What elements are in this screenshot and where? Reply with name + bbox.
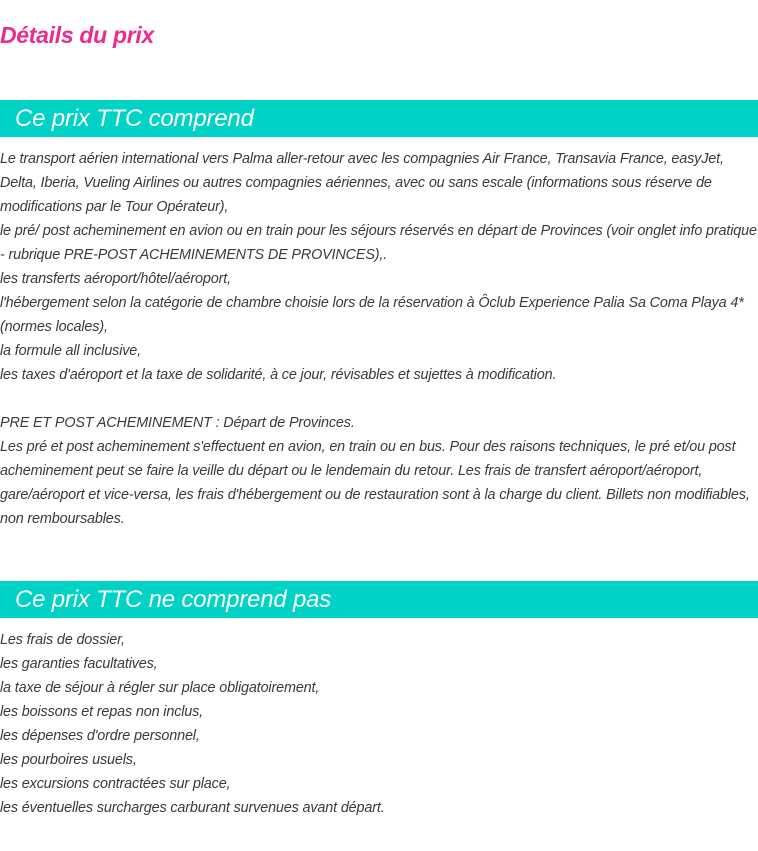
page-title: Détails du prix — [0, 22, 154, 48]
included-list — [0, 147, 758, 531]
excluded-item: les éventuelles surcharges carburant survenues avant départ. — [0, 800, 385, 816]
excluded-item: les pourboires usuels, — [0, 752, 137, 768]
excluded-item: Les frais de dossier, — [0, 632, 125, 648]
included-item: l'hébergement selon la catégorie de chambre choisie lors de la réservation à Ôclub Experience Palia Sa Coma Playa 4* (normes locales), — [0, 295, 744, 335]
transfer-text: Les pré et post acheminement s'effectuent en avion, en train ou en bus. Pour des raisons techniques, le pré et/ou post acheminement peut se faire la veille du départ ou le lendemain du retour. Les frais de transfert aéroport/aéroport, gare/aéroport et vice-versa, les frais d'hébergement ou de restauration sont à la charge du client. Billets non modifiables, non remboursables. — [0, 439, 750, 527]
included-item: le pré/ post acheminement en avion ou en train pour les séjours réservés en départ de Provinces (voir onglet info pratique - rubrique PRE-POST ACHEMINEMENTS DE PROVINCES),. — [0, 223, 757, 263]
excluded-item: les dépenses d'ordre personnel, — [0, 728, 200, 744]
included-item: la formule all inclusive, — [0, 343, 142, 359]
included-item: les taxes d'aéroport et la taxe de solidarité, à ce jour, révisables et sujettes à modification. — [0, 367, 557, 383]
excluded-item: les garanties facultatives, — [0, 656, 158, 672]
included-item: les transferts aéroport/hôtel/aéroport, — [0, 271, 231, 287]
transfer-title: PRE ET POST ACHEMINEMENT : Départ de Provinces. — [0, 415, 355, 431]
excluded-heading: Ce prix TTC ne comprend pas — [0, 581, 758, 618]
excluded-list — [0, 628, 758, 820]
spacer — [0, 387, 758, 411]
included-heading: Ce prix TTC comprend — [0, 100, 758, 137]
included-item: Le transport aérien international vers Palma aller-retour avec les compagnies Air France, Transavia France, easyJet, Delta, Iberia, Vueling Airlines ou autres compagnies aériennes, avec ou sans escale (informations sous réserve de modifications par le Tour Opérateur), — [0, 151, 724, 215]
excluded-item: les excursions contractées sur place, — [0, 776, 231, 792]
excluded-item: les boissons et repas non inclus, — [0, 704, 204, 720]
excluded-item: la taxe de séjour à régler sur place obligatoirement, — [0, 680, 320, 696]
